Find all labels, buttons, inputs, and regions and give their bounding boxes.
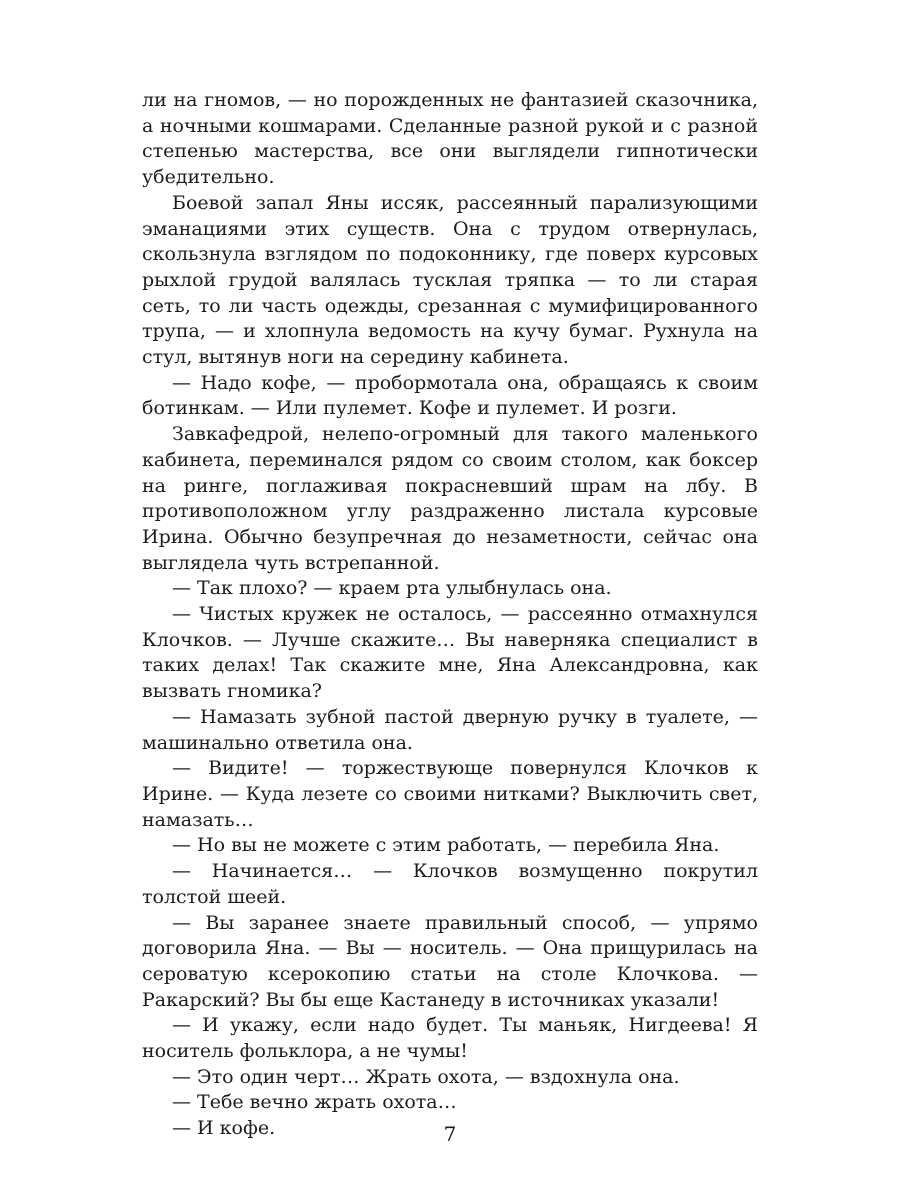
paragraph-8: — Видите! — торжествующе повернулся Клочков к Ирине. — Куда лезете со своими нитками? Выключить свет, намазать… [142, 757, 758, 831]
paragraph-4: Завкафедрой, нелепо-огромный для такого маленького кабинета, переминался рядом со своим столом, как боксер на ринге, поглаживая покрасневший шрам на лбу. В противоположном углу раздраженно листала курсовые Ирина. Обычно безупречная до незаметности, сейчас она выглядела чуть встрепанной. [142, 423, 758, 574]
paragraph-2: Боевой запал Яны иссяк, рассеянный парализующими эманациями этих существ. Она с трудом отвернулась, скользнула взглядом по подоконнику, где поверх курсовых рыхлой грудой валялась тусклая тряпка — то ли старая сеть, то ли часть одежды, срезанная с мумифицированного трупа, — и хлопнула ведомость на кучу бумаг. Рухнула на стул, вытянув ноги на середину кабинета. [142, 191, 758, 369]
paragraph-6: — Чистых кружек не осталось, — рассеянно отмахнулся Клочков. — Лучше скажите… Вы наверняка специалист в таких делах! Так скажите мне, Яна Александровна, как вызвать гномика? [142, 603, 758, 703]
body-text [142, 88, 758, 1142]
paragraph-11: — Вы заранее знаете правильный способ, — упрямо договорила Яна. — Вы — носитель. — Она прищурилась на сероватую ксерокопию статьи на столе Клочкова. — Ракарский? Вы бы еще Кастанеду в источниках указали! [142, 911, 758, 1011]
page-number: 7 [443, 1122, 457, 1146]
paragraph-1: ли на гномов, — но порожденных не фантазией сказочника, а ночными кошмарами. Сделанные разной рукой и с разной степенью мастерства, все они выглядели гипнотически убедительно. [142, 89, 758, 189]
paragraph-12: — И укажу, если надо будет. Ты маньяк, Нигдеева! Я носитель фольклора, а не чумы! [142, 1014, 758, 1063]
paragraph-3: — Надо кофе, — пробормотала она, обращаясь к своим ботинкам. — Или пулемет. Кофе и пулемет. И розги. [142, 371, 758, 420]
paragraph-9: — Но вы не можете с этим работать, — перебила Яна. [172, 834, 720, 857]
paragraph-14: — Тебе вечно жрать охота… [172, 1091, 457, 1114]
paragraph-5: — Так плохо? — краем рта улыбнулась она. [172, 577, 612, 600]
paragraph-10: — Начинается… — Клочков возмущенно покрутил толстой шеей. [142, 860, 758, 908]
paragraph-15: — И кофе. [172, 1117, 276, 1140]
paragraph-13: — Это один черт… Жрать охота, — вздохнула она. [172, 1065, 680, 1088]
paragraph-7: — Намазать зубной пастой дверную ручку в туалете, — машинально ответила она. [142, 705, 758, 754]
